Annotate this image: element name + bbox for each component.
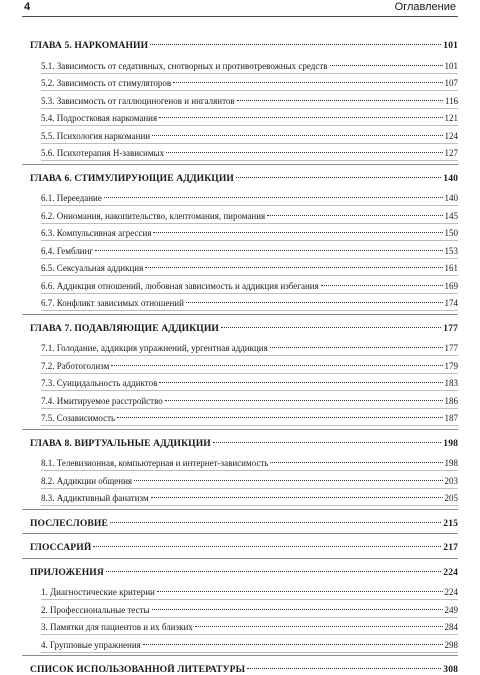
page-ref: 198 [443, 437, 458, 449]
chapter-separator [22, 533, 458, 534]
section-title: 8.2. Аддикции общения [41, 475, 133, 486]
section-title: 7.5. Созависимость [41, 413, 116, 423]
section-title: 5.1. Зависимость от седативных, снотворных и противотревожных средств [41, 60, 328, 71]
toc-section-row[interactable] [30, 361, 458, 371]
running-title: Оглавление [394, 1, 456, 13]
page-ref: 186 [444, 395, 458, 406]
dot-leader [247, 668, 441, 669]
page-ref: 217 [443, 542, 458, 553]
page-number: 4 [24, 1, 31, 13]
toc-section-row[interactable] [30, 476, 458, 486]
dot-leader [267, 215, 442, 216]
chapter-title: ПОСЛЕСЛОВИЕ [30, 517, 108, 529]
page-ref: 183 [444, 378, 458, 388]
toc-chapter-row[interactable] [30, 40, 458, 51]
page-ref: 249 [444, 604, 458, 615]
page-ref: 179 [444, 360, 458, 371]
section-title: 1. Диагностические критерии [41, 587, 155, 597]
page-ref: 177 [443, 322, 458, 334]
toc-section-row[interactable] [30, 246, 458, 256]
toc-section-row[interactable] [30, 211, 458, 221]
toc-section-row[interactable] [30, 78, 458, 88]
section-title: 5.3. Зависимость от галлюциногенов и ингалянтов [41, 95, 235, 106]
page-ref: 101 [444, 60, 458, 71]
chapter-title: ГЛАВА 7. ПОДАВЛЯЮЩИЕ АДДИКЦИИ [30, 322, 219, 334]
dot-leader [173, 82, 442, 83]
toc-chapter-row[interactable] [30, 664, 458, 675]
section-title: 2. Профессиональные тесты [41, 604, 150, 615]
chapter-separator [22, 314, 458, 315]
chapter-title: ГЛАВА 5. НАРКОМАНИИ [30, 40, 149, 51]
page-ref: 215 [443, 517, 458, 529]
page-ref: 140 [444, 193, 458, 203]
toc-section-row[interactable] [30, 148, 458, 158]
section-title: 5.6. Психотерапия Н-зависимых [41, 148, 165, 158]
dot-leader [150, 44, 441, 45]
chapter-separator [22, 655, 458, 656]
page-ref: 169 [444, 280, 458, 291]
toc-section-row[interactable] [30, 131, 458, 141]
page-ref: 187 [444, 413, 458, 423]
toc-chapter-row[interactable] [30, 567, 458, 578]
dot-leader [95, 250, 442, 251]
section-title: 6.3. Компульсивная агрессия [41, 228, 152, 238]
toc-section-row[interactable] [30, 96, 458, 106]
dot-leader [213, 442, 441, 443]
page-ref: 153 [444, 245, 458, 256]
dot-leader [221, 327, 441, 328]
page-ref: 145 [444, 210, 458, 221]
chapter-title: ГЛОССАРИЙ [30, 542, 92, 553]
section-title: 4. Групповые упражнения [41, 639, 141, 650]
toc-section-row[interactable] [30, 193, 458, 203]
toc-section-row[interactable] [30, 61, 458, 71]
toc-section-row[interactable] [30, 281, 458, 291]
toc-section-row[interactable] [30, 396, 458, 406]
dot-leader [152, 609, 443, 610]
dot-leader [330, 65, 443, 66]
page-ref: 198 [444, 458, 458, 468]
dot-leader [104, 197, 443, 198]
dot-leader [117, 417, 442, 418]
toc-chapter-row[interactable] [30, 438, 458, 449]
page-ref: 284 [444, 622, 458, 632]
dot-leader [152, 135, 442, 136]
section-title: 7.3. Суицидальность аддиктов [41, 378, 158, 388]
toc-section-row[interactable] [30, 640, 458, 650]
page-ref: 177 [444, 343, 458, 353]
page-ref: 298 [444, 639, 458, 650]
section-title: 7.2. Работоголизм [41, 360, 110, 371]
chapter-separator [22, 558, 458, 559]
section-title: 3. Памятки для пациентов и их близких [41, 622, 193, 632]
toc-section-row[interactable] [30, 622, 458, 632]
section-title: 6.6. Аддикция отношений, любовная зависимость и аддикция избегания [41, 280, 319, 291]
toc-section-row[interactable] [30, 228, 458, 238]
section-title: 6.7. Конфликт зависимых отношений [41, 298, 184, 308]
section-title: 5.2. Зависимость от стимуляторов [41, 78, 172, 88]
toc-section-row[interactable] [30, 587, 458, 597]
toc-section-row[interactable] [30, 298, 458, 308]
dot-leader [186, 302, 443, 303]
page-ref: 205 [444, 493, 458, 503]
page-ref: 127 [444, 148, 458, 158]
page-ref: 224 [444, 587, 458, 597]
section-title: 6.1. Переедание [41, 193, 102, 203]
dot-leader [110, 522, 441, 523]
toc-chapter-row[interactable] [30, 518, 458, 529]
chapter-title: ГЛАВА 6. СТИМУЛИРУЮЩИЕ АДДИКЦИИ [30, 172, 234, 184]
dot-leader [111, 365, 442, 366]
dot-leader [237, 100, 443, 101]
section-title: 5.4. Подростковая наркомания [41, 113, 158, 123]
dot-leader [159, 117, 442, 118]
dot-leader [143, 644, 443, 645]
dot-leader [151, 497, 443, 498]
dot-leader [93, 546, 441, 547]
section-title: 6.2. Ониомания, накопительство, клептомания, пиромания [41, 210, 266, 221]
section-title: 7.4. Имитируемое расстройство [41, 395, 163, 406]
dot-leader [153, 232, 442, 233]
toc-section-row[interactable] [30, 378, 458, 388]
section-title: 6.5. Сексуальная аддикция [41, 263, 144, 273]
dot-leader [106, 571, 441, 572]
toc-section-row[interactable] [30, 413, 458, 423]
page-ref: 116 [444, 95, 458, 106]
dot-leader [270, 462, 442, 463]
dot-leader [195, 626, 443, 627]
toc-chapter-row[interactable] [30, 323, 458, 334]
dot-leader [236, 177, 441, 178]
dot-leader [159, 382, 442, 383]
section-title: 5.5. Психология наркомании [41, 130, 151, 141]
dot-leader [270, 347, 443, 348]
toc-section-row[interactable] [30, 493, 458, 503]
page-ref: 224 [443, 566, 458, 578]
section-title: 8.3. Аддиктивный фанатизм [41, 493, 149, 503]
chapter-separator [22, 509, 458, 510]
section-title: 8.1. Телевизионная, компьютерная и интернет-зависимость [41, 458, 269, 468]
page-ref: 161 [444, 263, 458, 273]
chapter-separator [22, 429, 458, 430]
toc-section-row[interactable] [30, 343, 458, 353]
toc-chapter-row[interactable] [30, 542, 458, 553]
section-title: 6.4. Гемблинг [41, 245, 94, 256]
dot-leader [157, 591, 443, 592]
chapter-title: СПИСОК ИСПОЛЬЗОВАННОЙ ЛИТЕРАТУРЫ [30, 664, 246, 675]
page-ref: 107 [444, 78, 458, 88]
chapter-separator [22, 164, 458, 165]
dot-leader [165, 400, 443, 401]
dot-leader [134, 480, 442, 481]
dot-leader [145, 267, 442, 268]
section-title: 7.1. Голодание, аддикция упражнений, ургентная аддикция [41, 343, 268, 353]
page-ref: 308 [443, 664, 458, 675]
page-ref: 140 [443, 172, 458, 184]
page-ref: 124 [444, 130, 458, 141]
page-ref: 203 [444, 475, 458, 486]
toc-chapter-row[interactable] [30, 173, 458, 184]
toc-section-row[interactable] [30, 263, 458, 273]
toc-section-row[interactable] [30, 458, 458, 468]
chapter-title: ГЛАВА 8. ВИРТУАЛЬНЫЕ АДДИКЦИИ [30, 437, 211, 449]
page-ref: 150 [444, 228, 458, 238]
dot-leader [166, 152, 442, 153]
toc-section-row[interactable] [30, 113, 458, 123]
page-ref: 101 [443, 40, 458, 51]
toc-section-row[interactable] [30, 605, 458, 615]
chapter-title: ПРИЛОЖЕНИЯ [30, 566, 104, 578]
page-ref: 121 [444, 113, 458, 123]
dot-leader [321, 285, 443, 286]
page-ref: 174 [444, 298, 458, 308]
